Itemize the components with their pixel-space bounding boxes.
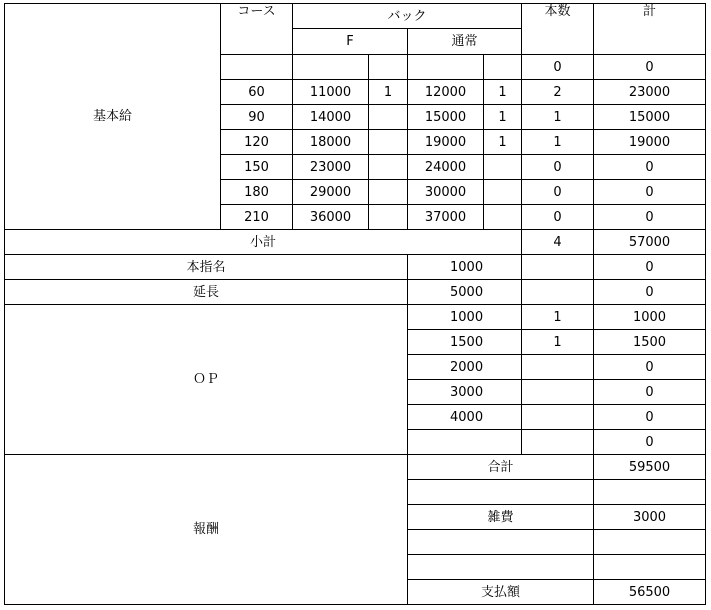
total-cell[interactable]: 23000 [594, 80, 706, 105]
nomination-label[interactable]: 本指名 [5, 255, 408, 280]
pay-row-value[interactable]: 56500 [594, 580, 706, 605]
back-header[interactable]: バック [293, 4, 522, 29]
normal-qty-cell[interactable]: 1 [484, 105, 522, 130]
f-price-cell[interactable]: 18000 [293, 130, 369, 155]
nomination-total[interactable]: 0 [594, 255, 706, 280]
op-total[interactable]: 1500 [594, 330, 706, 355]
count-header[interactable]: 本数 [522, 4, 594, 55]
op-count[interactable] [522, 380, 594, 405]
pay-row-label[interactable] [408, 555, 594, 580]
course-header[interactable]: コース [221, 4, 293, 55]
nomination-price[interactable]: 1000 [408, 255, 522, 280]
normal-qty-cell[interactable]: 1 [484, 130, 522, 155]
total-cell[interactable]: 0 [594, 180, 706, 205]
count-cell[interactable]: 1 [522, 105, 594, 130]
total-cell[interactable]: 0 [594, 205, 706, 230]
f-header[interactable]: F [293, 29, 408, 55]
total-cell[interactable]: 15000 [594, 105, 706, 130]
op-total[interactable]: 1000 [594, 305, 706, 330]
f-qty-cell[interactable] [369, 55, 408, 80]
f-price-cell[interactable]: 23000 [293, 155, 369, 180]
course-cell[interactable]: 180 [221, 180, 293, 205]
op-price[interactable]: 1500 [408, 330, 522, 355]
f-price-cell[interactable]: 36000 [293, 205, 369, 230]
pay-row-value[interactable] [594, 480, 706, 505]
op-price[interactable] [408, 430, 522, 455]
normal-price-cell[interactable]: 30000 [408, 180, 484, 205]
subtotal-total[interactable]: 57000 [594, 230, 706, 255]
normal-price-cell[interactable]: 12000 [408, 80, 484, 105]
op-count[interactable] [522, 430, 594, 455]
normal-qty-cell[interactable] [484, 55, 522, 80]
normal-price-cell[interactable]: 37000 [408, 205, 484, 230]
extension-label[interactable]: 延長 [5, 280, 408, 305]
pay-row-label[interactable]: 合計 [408, 455, 594, 480]
count-cell[interactable]: 2 [522, 80, 594, 105]
normal-qty-cell[interactable] [484, 155, 522, 180]
total-header[interactable]: 計 [594, 4, 706, 55]
f-qty-cell[interactable] [369, 155, 408, 180]
f-price-cell[interactable]: 14000 [293, 105, 369, 130]
op-price[interactable]: 3000 [408, 380, 522, 405]
course-cell[interactable] [221, 55, 293, 80]
extension-price[interactable]: 5000 [408, 280, 522, 305]
op-price[interactable]: 4000 [408, 405, 522, 430]
nomination-count[interactable] [522, 255, 594, 280]
normal-price-cell[interactable]: 24000 [408, 155, 484, 180]
pay-row-value[interactable] [594, 555, 706, 580]
extension-total[interactable]: 0 [594, 280, 706, 305]
course-cell[interactable]: 120 [221, 130, 293, 155]
op-total[interactable]: 0 [594, 430, 706, 455]
normal-price-cell[interactable] [408, 55, 484, 80]
count-cell[interactable]: 0 [522, 55, 594, 80]
pay-row-label[interactable]: 支払額 [408, 580, 594, 605]
f-qty-cell[interactable]: 1 [369, 80, 408, 105]
pay-calculation-sheet [4, 3, 706, 605]
op-total[interactable]: 0 [594, 380, 706, 405]
extension-count[interactable] [522, 280, 594, 305]
pay-row-value[interactable] [594, 530, 706, 555]
f-price-cell[interactable]: 11000 [293, 80, 369, 105]
normal-qty-cell[interactable] [484, 180, 522, 205]
pay-label[interactable]: 報酬 [5, 455, 408, 605]
op-total[interactable]: 0 [594, 405, 706, 430]
normal-header[interactable]: 通常 [408, 29, 522, 55]
total-cell[interactable]: 0 [594, 55, 706, 80]
count-cell[interactable]: 0 [522, 180, 594, 205]
op-count[interactable]: 1 [522, 305, 594, 330]
f-price-cell[interactable]: 29000 [293, 180, 369, 205]
course-cell[interactable]: 210 [221, 205, 293, 230]
count-cell[interactable]: 0 [522, 205, 594, 230]
pay-row-label[interactable]: 雑費 [408, 505, 594, 530]
op-label[interactable]: ＯＰ [5, 305, 408, 455]
course-cell[interactable]: 150 [221, 155, 293, 180]
op-count[interactable] [522, 405, 594, 430]
f-qty-cell[interactable] [369, 130, 408, 155]
pay-row-value[interactable]: 3000 [594, 505, 706, 530]
op-price[interactable]: 1000 [408, 305, 522, 330]
subtotal-count[interactable]: 4 [522, 230, 594, 255]
f-qty-cell[interactable] [369, 180, 408, 205]
f-price-cell[interactable] [293, 55, 369, 80]
normal-price-cell[interactable]: 19000 [408, 130, 484, 155]
pay-row-label[interactable] [408, 480, 594, 505]
count-cell[interactable]: 0 [522, 155, 594, 180]
course-cell[interactable]: 60 [221, 80, 293, 105]
subtotal-label[interactable]: 小計 [5, 230, 522, 255]
pay-row-label[interactable] [408, 530, 594, 555]
count-cell[interactable]: 1 [522, 130, 594, 155]
normal-price-cell[interactable]: 15000 [408, 105, 484, 130]
normal-qty-cell[interactable]: 1 [484, 80, 522, 105]
op-price[interactable]: 2000 [408, 355, 522, 380]
total-cell[interactable]: 19000 [594, 130, 706, 155]
f-qty-cell[interactable] [369, 105, 408, 130]
op-total[interactable]: 0 [594, 355, 706, 380]
pay-row-value[interactable]: 59500 [594, 455, 706, 480]
op-count[interactable] [522, 355, 594, 380]
base-salary-label[interactable]: 基本給 [5, 4, 221, 230]
f-qty-cell[interactable] [369, 205, 408, 230]
op-count[interactable]: 1 [522, 330, 594, 355]
total-cell[interactable]: 0 [594, 155, 706, 180]
normal-qty-cell[interactable] [484, 205, 522, 230]
course-cell[interactable]: 90 [221, 105, 293, 130]
